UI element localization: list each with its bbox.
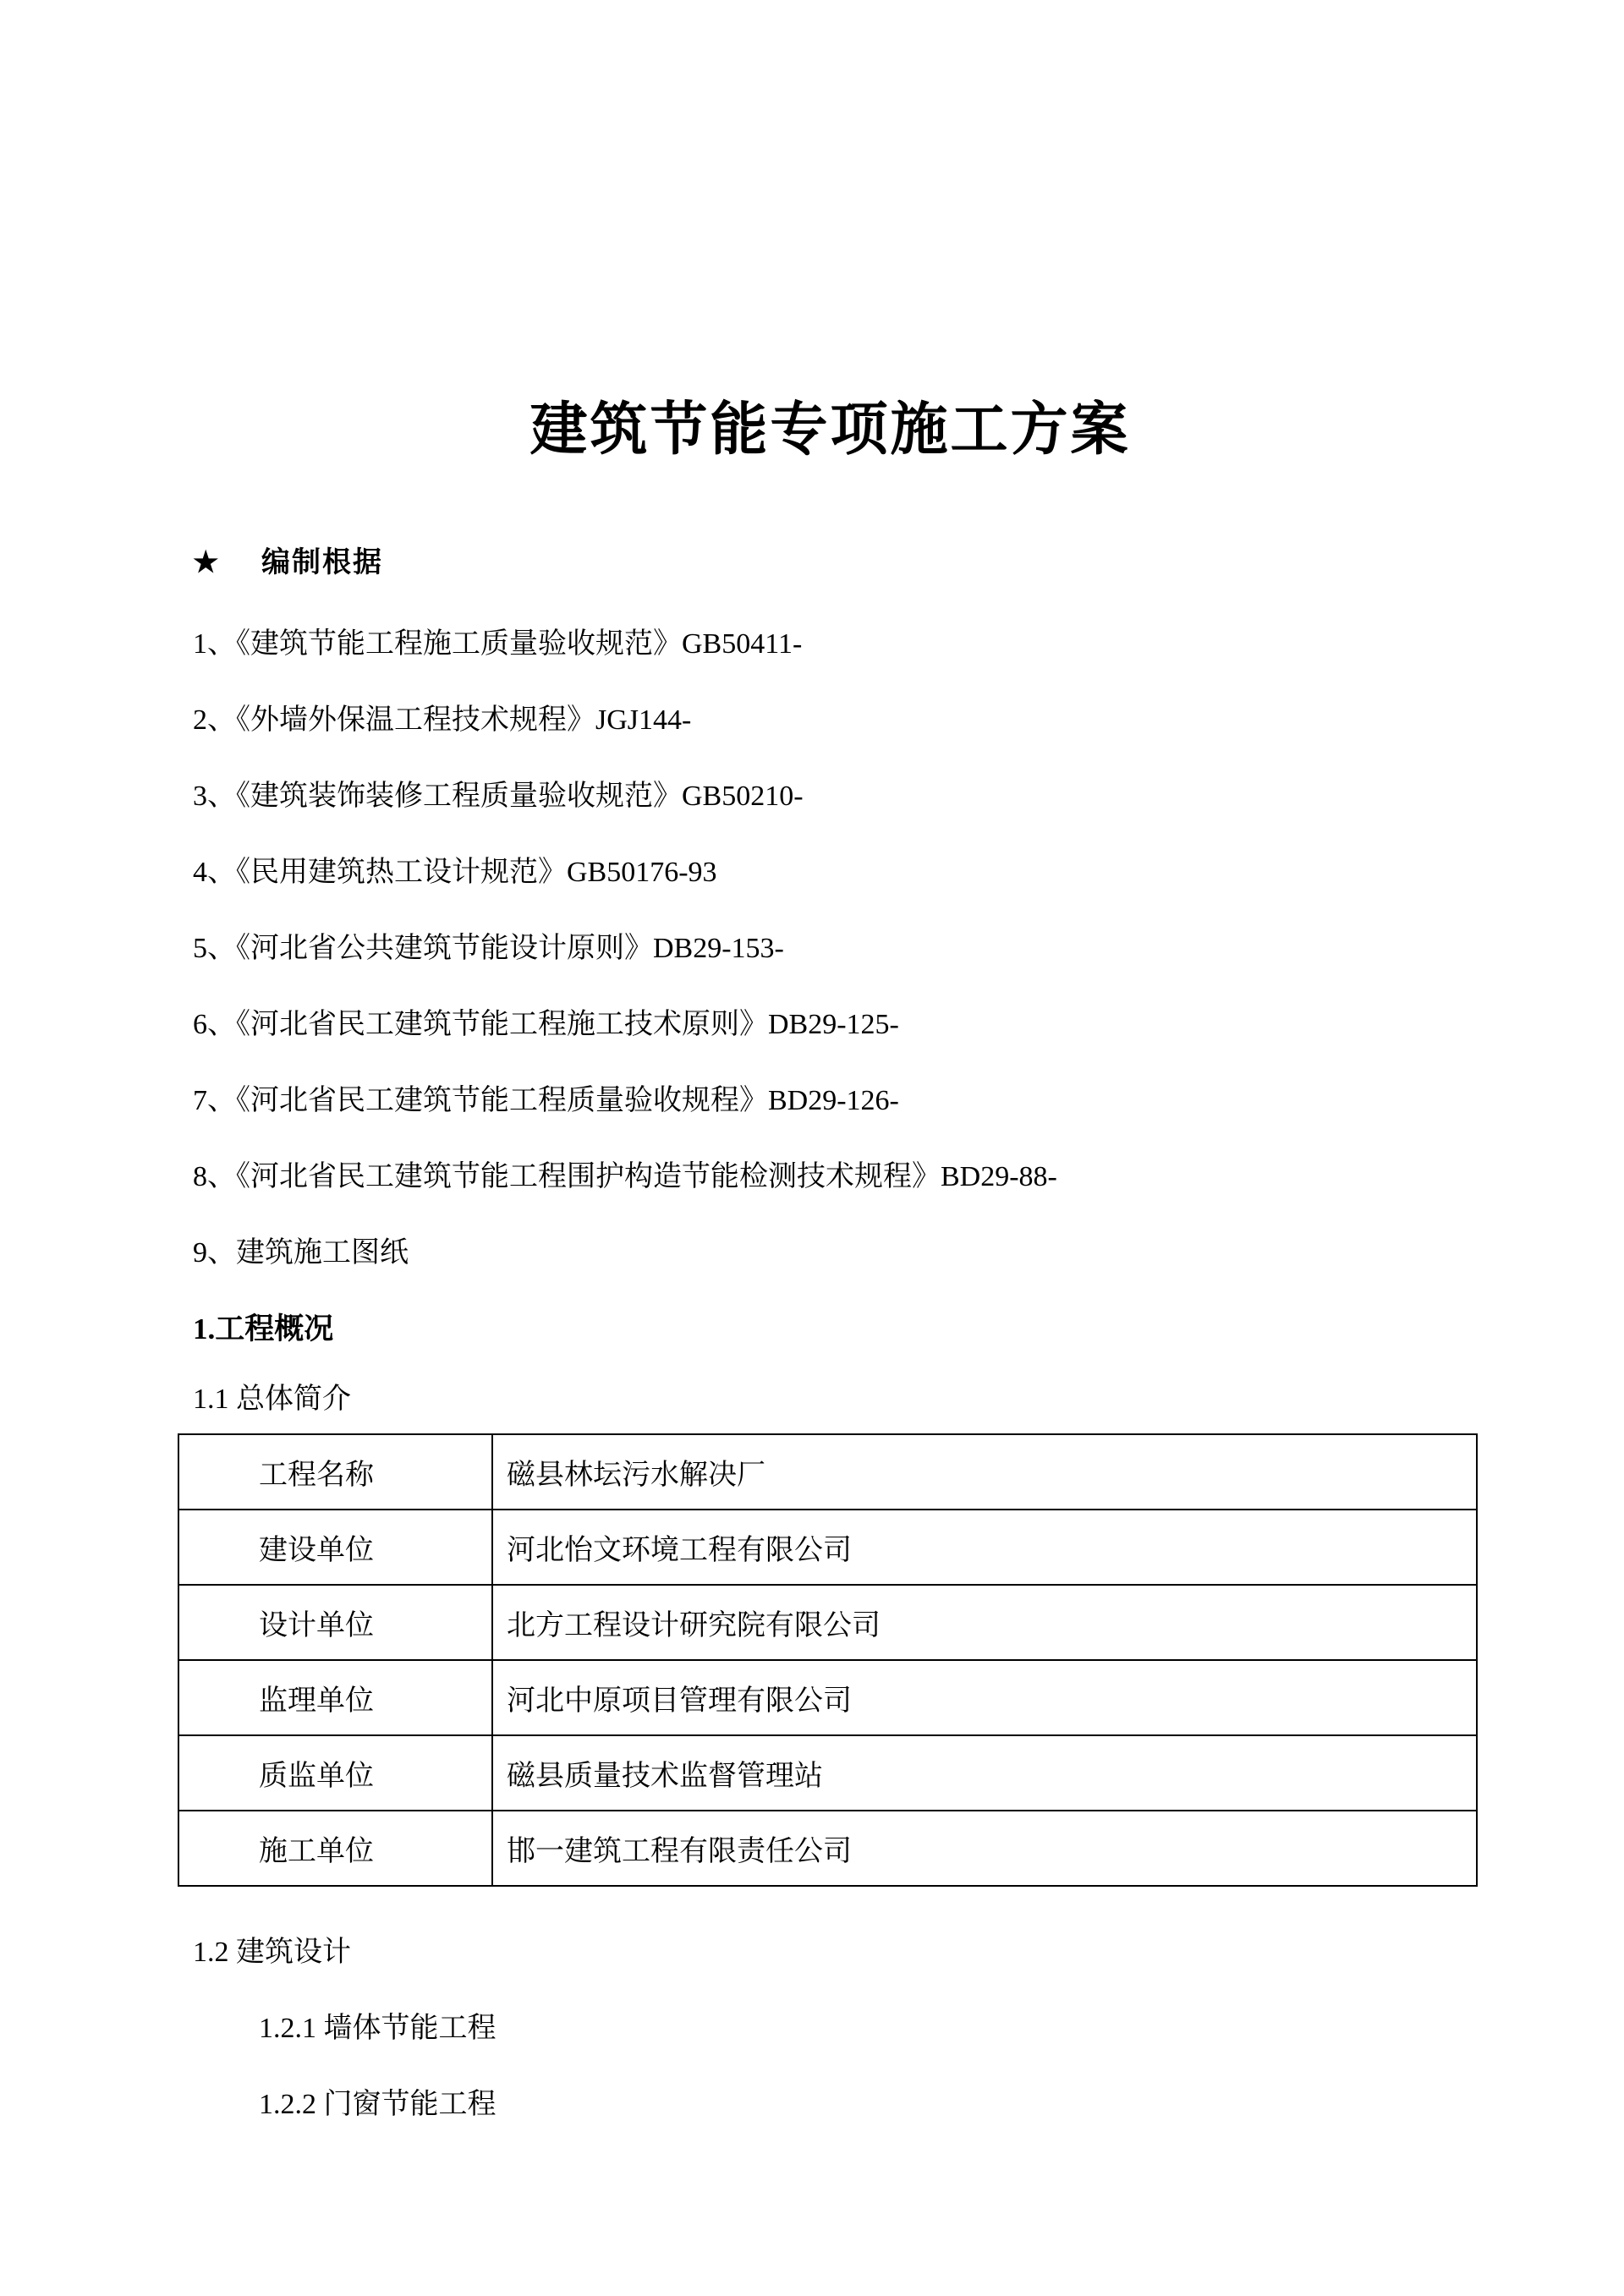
row-label: 建设单位 — [178, 1510, 492, 1585]
basis-heading — [193, 545, 1468, 582]
basis-item-4: 4、《民用建筑热工设计规范》GB50176-93 — [193, 857, 717, 888]
basis-item-1: 1、《建筑节能工程施工质量验收规范》GB50411- — [193, 628, 803, 660]
section-1-heading: 1.工程概况 — [193, 1312, 334, 1345]
row-value: 磁县质量技术监督管理站 — [492, 1735, 1477, 1811]
basis-item-7: 7、《河北省民工建筑节能工程质量验收规程》BD29-126- — [193, 1085, 899, 1116]
basis-item-9: 9、建筑施工图纸 — [193, 1237, 409, 1269]
table-row-quality-inspection-unit — [178, 1735, 1477, 1811]
table-row-construction-owner — [178, 1510, 1477, 1585]
project-info-table — [178, 1433, 1478, 1887]
row-label: 工程名称 — [178, 1434, 492, 1510]
row-label: 设计单位 — [178, 1585, 492, 1660]
row-value: 河北中原项目管理有限公司 — [492, 1660, 1477, 1735]
table-row-supervision-unit — [178, 1660, 1477, 1735]
section-1-2-heading: 1.2 建筑设计 — [193, 1937, 351, 1968]
row-label: 监理单位 — [178, 1660, 492, 1735]
basis-item-3: 3、《建筑装饰装修工程质量验收规范》GB50210- — [193, 781, 804, 812]
page-title: 建筑节能专项施工方案 — [529, 397, 1131, 462]
table-row-construction-unit — [178, 1811, 1477, 1886]
section-1-2-2-heading: 1.2.2 门窗节能工程 — [259, 2089, 497, 2120]
table-row-design-unit — [178, 1585, 1477, 1660]
table-row-project-name — [178, 1434, 1477, 1510]
basis-item-8: 8、《河北省民工建筑节能工程围护构造节能检测技术规程》BD29-88- — [193, 1161, 1057, 1192]
section-1-2-1-heading: 1.2.1 墙体节能工程 — [259, 2013, 497, 2044]
row-value: 河北怡文环境工程有限公司 — [492, 1510, 1477, 1585]
row-value: 邯一建筑工程有限责任公司 — [492, 1811, 1477, 1886]
project-info-table-body — [178, 1434, 1477, 1886]
basis-heading-label: 编制根据 — [261, 547, 383, 578]
row-value: 磁县林坛污水解决厂 — [492, 1434, 1477, 1510]
basis-item-5: 5、《河北省公共建筑节能设计原则》DB29-153- — [193, 933, 784, 964]
row-label: 施工单位 — [178, 1811, 492, 1886]
basis-item-2: 2、《外墙外保温工程技术规程》JGJ144- — [193, 704, 692, 736]
star-icon: ★ — [193, 547, 219, 578]
row-value: 北方工程设计研究院有限公司 — [492, 1585, 1477, 1660]
section-1-1-heading: 1.1 总体简介 — [193, 1384, 351, 1415]
basis-item-6: 6、《河北省民工建筑节能工程施工技术原则》DB29-125- — [193, 1009, 899, 1040]
row-label: 质监单位 — [178, 1735, 492, 1811]
